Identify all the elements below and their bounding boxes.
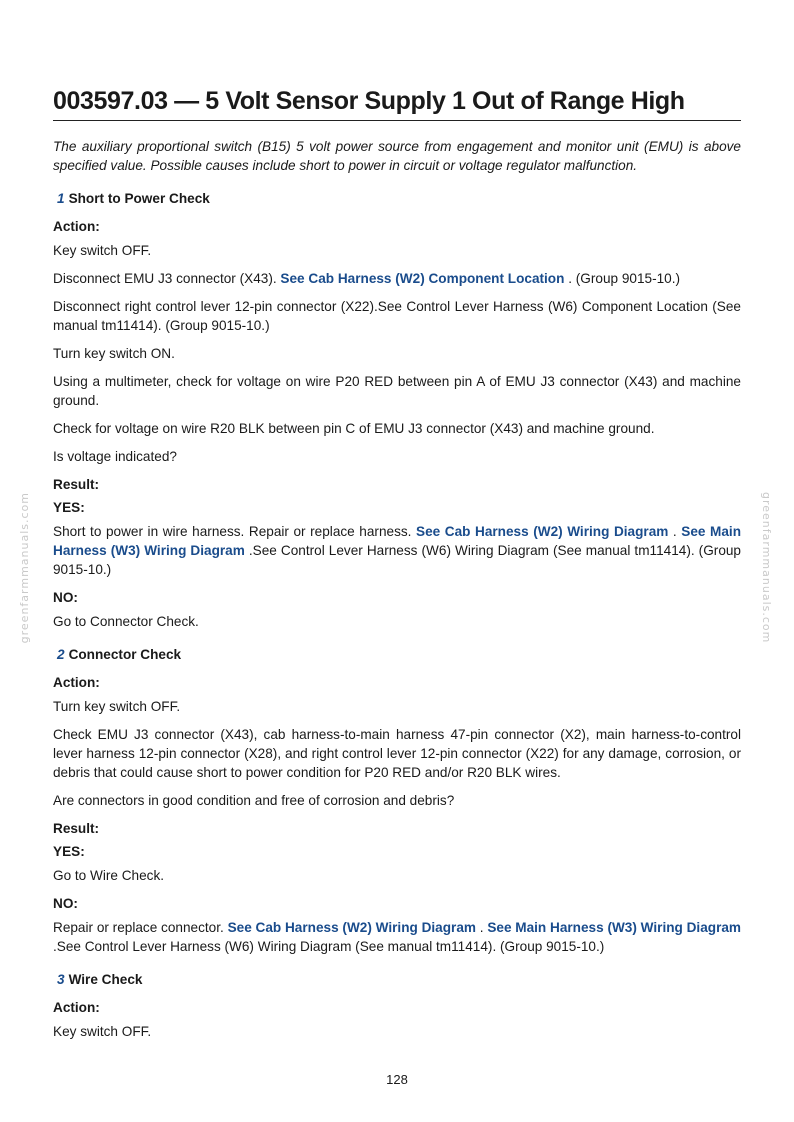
action-label: Action: bbox=[53, 219, 100, 234]
step-3-action-p1: Key switch OFF. bbox=[53, 1024, 152, 1039]
text-run: . (Group 9015-10.) bbox=[564, 271, 681, 286]
step-1-yes-text bbox=[53, 522, 741, 579]
link-cab-harness-wiring-diagram[interactable]: See Cab Harness (W2) Wiring Diagram bbox=[416, 524, 669, 539]
step-number: 3 bbox=[57, 972, 65, 987]
action-label: Action: bbox=[53, 675, 100, 690]
watermark-left: greenfarmmanuals.com bbox=[18, 492, 31, 644]
step-1-action-p7: Is voltage indicated? bbox=[53, 449, 177, 464]
step-1-no-text: Go to Connector Check. bbox=[53, 614, 199, 629]
step-2-yes-text: Go to Wire Check. bbox=[53, 868, 165, 883]
text-run: Repair or replace connector. bbox=[53, 920, 228, 935]
text-run: . bbox=[475, 920, 488, 935]
step-1-action-p6: Check for voltage on wire R20 BLK between pin C of EMU J3 connector (X43) and machine ground. bbox=[53, 421, 655, 436]
step-number: 1 bbox=[57, 191, 65, 206]
step-title: Short to Power Check bbox=[68, 191, 210, 206]
intro-paragraph: The auxiliary proportional switch (B15) 5 volt power source from engagement and monitor unit (EMU) is above specified value. Possible causes include short to power in circuit or voltage regulator malfunction. bbox=[53, 139, 741, 173]
link-cab-harness-component-location[interactable]: See Cab Harness (W2) Component Location bbox=[280, 271, 565, 286]
document-page bbox=[53, 86, 741, 1041]
step-1-action-p1: Key switch OFF. bbox=[53, 243, 152, 258]
yes-label: YES: bbox=[53, 844, 85, 859]
step-1-action-p2 bbox=[53, 269, 741, 288]
step-2-action-p3: Are connectors in good condition and free of corrosion and debris? bbox=[53, 793, 455, 808]
text-run: Short to power in wire harness. Repair or replace harness. bbox=[53, 524, 416, 539]
step-2-action-p2: Check EMU J3 connector (X43), cab harness-to-main harness 47-pin connector (X2), main harness-to-control lever harness 12-pin connector (X28), and right control lever 12-pin connector (X22) for any damage, corrosion, or debris that could cause short to power condition for P20 RED and/or R20 BLK wires. bbox=[53, 727, 741, 780]
watermark-right: greenfarmmanuals.com bbox=[760, 492, 773, 644]
step-2-no-text bbox=[53, 918, 741, 956]
link-main-harness-wiring-diagram[interactable]: See Main Harness (W3) Wiring Diagram bbox=[53, 524, 741, 558]
action-label: Action: bbox=[53, 1000, 100, 1015]
link-cab-harness-wiring-diagram[interactable]: See Cab Harness (W2) Wiring Diagram bbox=[227, 920, 476, 935]
no-label: NO: bbox=[53, 590, 78, 605]
link-main-harness-wiring-diagram[interactable]: See Main Harness (W3) Wiring Diagram bbox=[487, 920, 742, 935]
step-2-heading bbox=[53, 646, 741, 664]
step-3-heading bbox=[53, 971, 741, 989]
step-1-action-p4: Turn key switch ON. bbox=[53, 346, 175, 361]
step-1-action-p3: Disconnect right control lever 12-pin connector (X22).See Control Lever Harness (W6) Component Location (See manual tm11414). (Group 9015-10.) bbox=[53, 299, 741, 333]
step-1-action-p5: Using a multimeter, check for voltage on wire P20 RED between pin A of EMU J3 connector (X43) and machine ground. bbox=[53, 374, 741, 408]
page-title: 003597.03 — 5 Volt Sensor Supply 1 Out of Range High bbox=[53, 86, 741, 121]
step-number: 2 bbox=[57, 647, 65, 662]
step-title: Wire Check bbox=[68, 972, 143, 987]
step-title: Connector Check bbox=[68, 647, 182, 662]
result-label: Result: bbox=[53, 821, 100, 836]
text-run: . bbox=[668, 524, 682, 539]
page-number: 128 bbox=[386, 1072, 408, 1087]
step-2-action-p1: Turn key switch OFF. bbox=[53, 699, 181, 714]
step-1-heading bbox=[53, 190, 741, 208]
no-label: NO: bbox=[53, 896, 78, 911]
text-run: .See Control Lever Harness (W6) Wiring Diagram (See manual tm11414). (Group 9015-10.) bbox=[53, 939, 605, 954]
text-run: Disconnect EMU J3 connector (X43). bbox=[53, 271, 281, 286]
text-run: .See Control Lever Harness (W6) Wiring Diagram (See manual tm11414). (Group 9015-10.) bbox=[53, 543, 741, 577]
result-label: Result: bbox=[53, 477, 100, 492]
yes-label: YES: bbox=[53, 500, 85, 515]
